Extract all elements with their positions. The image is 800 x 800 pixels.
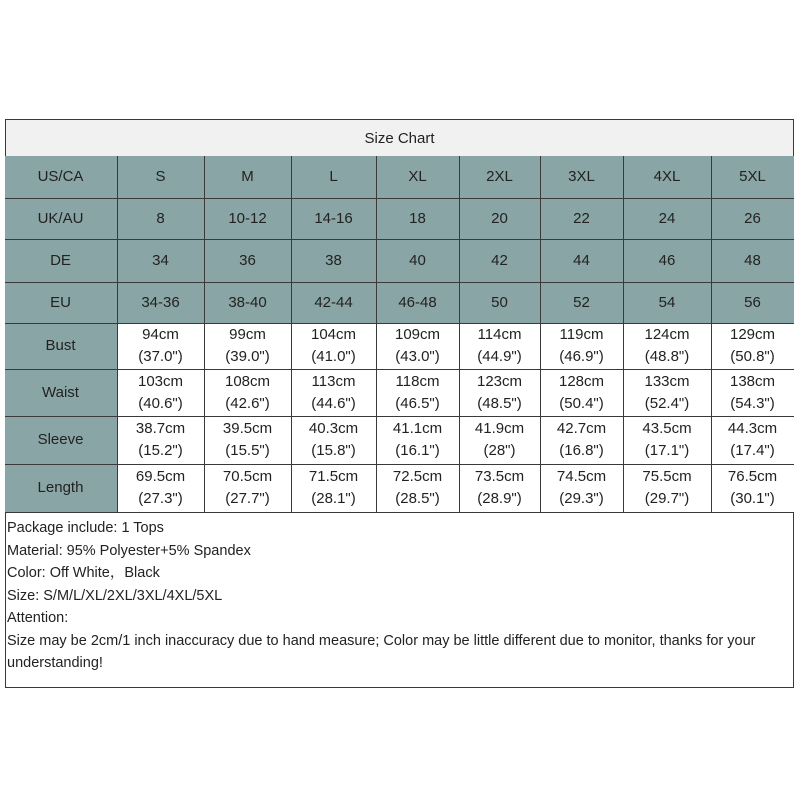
measure-inch: (16.1") [395,442,440,459]
size-cell [205,199,292,240]
measure-cell [541,324,624,370]
measure-cm: 44.3cm [727,420,778,437]
measure-cm: 104cm [310,326,357,343]
size-value: 8 [156,209,165,227]
size-cell [541,240,624,283]
measure-cell [118,465,205,513]
measure-cm: 109cm [394,326,441,343]
measure-cm: 128cm [558,372,605,390]
measure-inch: (28.5") [395,490,440,507]
measure-inch: (17.4") [730,442,775,459]
size-value: 36 [239,251,256,269]
measure-cm: 69.5cm [135,468,186,485]
size-cell [460,240,541,283]
measure-inch: (50.4") [559,394,604,412]
measure-cell [377,324,460,370]
measure-cell [292,370,377,417]
measure-label-cell [5,324,118,370]
size-cell [541,156,624,199]
measure-cm: 75.5cm [642,468,692,485]
measure-cell [460,417,541,465]
size-value: XL [408,167,427,185]
measure-cm: 74.5cm [556,468,607,485]
measure-cell [205,465,292,513]
measure-cm: 41.1cm [392,420,443,437]
note-line: Package include: 1 Tops [7,520,164,536]
size-chart [5,119,794,688]
measure-cell [118,370,205,417]
size-value: 46-48 [398,293,437,311]
size-value: 42-44 [314,293,353,311]
measure-inch: (40.6") [138,394,183,412]
measure-label: Sleeve [37,431,84,448]
size-value: 38-40 [228,293,267,311]
note-line: Size may be 2cm/1 inch inaccuracy due to hand measure; Color may be little different due to monitor, thanks for your understanding! [7,632,756,671]
measure-cm: 138cm [729,372,776,390]
size-cell [624,240,712,283]
measure-inch: (29.7") [644,490,690,507]
measure-inch: (17.1") [644,442,690,459]
size-cell [292,283,377,324]
measure-cell [541,465,624,513]
size-value: 34-36 [141,293,180,311]
measure-inch: (15.5") [225,442,270,459]
size-cell [118,283,205,324]
measure-inch: (16.8") [559,442,604,459]
row-label: EU [50,293,71,311]
size-cell [118,199,205,240]
size-value: 34 [152,251,169,269]
row-label: DE [50,251,71,269]
measure-inch: (48.5") [477,394,522,412]
size-cell [712,156,794,199]
size-value: 56 [744,293,761,311]
measure-cm: 114cm [477,326,522,343]
size-cell [624,199,712,240]
size-value: 2XL [486,167,513,185]
measure-inch: (27.3") [138,490,183,507]
size-cell [292,240,377,283]
measure-inch: (54.3") [730,394,775,412]
measure-cell [460,370,541,417]
measure-inch: (50.8") [730,348,775,365]
measure-inch: (44.6") [311,394,356,412]
size-value: 20 [491,209,508,227]
measure-label-cell [5,417,118,465]
measure-cell [205,370,292,417]
size-value: 18 [409,209,426,227]
size-cell [624,156,712,199]
row-label: UK/AU [37,209,84,227]
measure-cm: 70.5cm [222,468,273,485]
size-cell [377,240,460,283]
measure-cm: 123cm [476,372,523,390]
measure-inch: (27.7") [225,490,270,507]
measure-cell [624,370,712,417]
size-value: 50 [491,293,508,311]
note-line: Size: S/M/L/XL/2XL/3XL/4XL/5XL [7,587,223,604]
row-label-cell [5,199,118,240]
size-cell [712,199,794,240]
size-value: 54 [658,293,676,311]
size-value: 44 [573,251,590,269]
size-cell [377,283,460,324]
size-cell [377,156,460,199]
measure-cell [460,324,541,370]
measure-inch: (52.4") [644,394,690,412]
size-value: 40 [409,251,426,269]
measure-cell [712,465,794,513]
row-label-cell [5,283,118,324]
measure-inch: (46.9") [559,348,604,365]
size-value: 38 [325,251,342,269]
measure-cm: 124cm [644,326,690,343]
size-cell [460,156,541,199]
measure-inch: (28") [483,442,516,459]
note-line: Color: Off White，Black [7,565,160,581]
note-line: Attention: [7,610,69,626]
row-label: US/CA [37,167,84,185]
measure-cell [624,417,712,465]
measure-cm: 42.7cm [556,420,607,437]
size-cell [292,199,377,240]
size-value: M [241,167,254,185]
measure-cell [712,324,794,370]
measure-inch: (28.1") [311,490,356,507]
size-value: 10-12 [228,209,267,227]
measure-cell [377,417,460,465]
size-value: 48 [744,251,761,269]
measure-cell [118,324,205,370]
measure-inch: (15.2") [138,442,183,459]
size-value: 4XL [653,167,681,185]
measure-inch: (39.0") [225,348,270,365]
measure-inch: (28.9") [477,490,522,507]
row-label-cell [5,240,118,283]
measure-cm: 94cm [142,326,179,343]
size-value: 46 [658,251,676,269]
measure-label: Bust [45,337,76,354]
measure-cm: 108cm [224,372,271,390]
measure-inch: (42.6") [225,394,270,412]
size-cell [712,240,794,283]
size-cell [624,283,712,324]
measure-cell [205,417,292,465]
measure-label-cell [5,465,118,513]
measure-cm: 43.5cm [642,420,692,437]
measure-cell [541,417,624,465]
measure-cell [624,324,712,370]
measure-cell [292,324,377,370]
size-cell [541,283,624,324]
chart-title: Size Chart [6,120,793,157]
product-notes [6,514,793,675]
measure-cm: 129cm [729,326,776,343]
measure-cell [205,324,292,370]
size-cell [205,240,292,283]
row-label-cell [5,156,118,199]
measure-inch: (30.1") [730,490,775,507]
measure-inch: (41.0") [311,348,356,365]
size-value: 52 [573,293,590,311]
measure-cell [377,465,460,513]
measure-inch: (15.8") [311,442,356,459]
measure-cell [377,370,460,417]
measure-cm: 71.5cm [308,468,359,485]
size-value: S [155,167,166,185]
measure-cm: 39.5cm [222,420,273,437]
measure-cell [118,417,205,465]
measure-cell [712,417,794,465]
measure-cm: 40.3cm [308,420,359,437]
measure-cell [541,370,624,417]
measure-inch: (37.0") [138,348,183,365]
measure-cell [292,465,377,513]
measure-label: Waist [42,383,79,401]
measure-inch: (46.5") [395,394,440,412]
measure-cm: 113cm [311,372,356,390]
size-value: 42 [491,251,508,269]
measure-cm: 99cm [229,326,266,343]
measure-cm: 73.5cm [474,468,525,485]
measure-cell [712,370,794,417]
size-cell [460,199,541,240]
size-value: 22 [573,209,590,227]
measure-cm: 119cm [559,326,604,343]
size-value: L [329,167,338,185]
size-cell [292,156,377,199]
measure-cell [292,417,377,465]
size-cell [118,240,205,283]
size-value: 5XL [739,167,766,185]
measure-inch: (44.9") [477,348,522,365]
size-cell [712,283,794,324]
measure-cm: 41.9cm [474,420,525,437]
measure-cm: 76.5cm [727,468,778,485]
measure-inch: (29.3") [559,490,604,507]
measure-inch: (48.8") [644,348,690,365]
size-cell [377,199,460,240]
size-value: 3XL [568,167,595,185]
measure-cm: 103cm [137,372,184,390]
size-value: 24 [658,209,676,227]
measure-cm: 38.7cm [135,420,186,437]
measure-inch: (43.0") [395,348,440,365]
measure-cell [460,465,541,513]
size-cell [460,283,541,324]
note-line: Material: 95% Polyester+5% Spandex [7,542,251,559]
size-cell [205,283,292,324]
size-cell [118,156,205,199]
size-cell [541,199,624,240]
measure-cm: 72.5cm [392,468,443,485]
size-value: 26 [744,209,761,227]
size-cell [205,156,292,199]
measure-label-cell [5,370,118,417]
measure-label: Length [37,479,84,496]
measure-cm: 118cm [395,372,440,390]
measure-cell [624,465,712,513]
size-value: 14-16 [314,209,353,227]
measure-cm: 133cm [644,372,690,390]
